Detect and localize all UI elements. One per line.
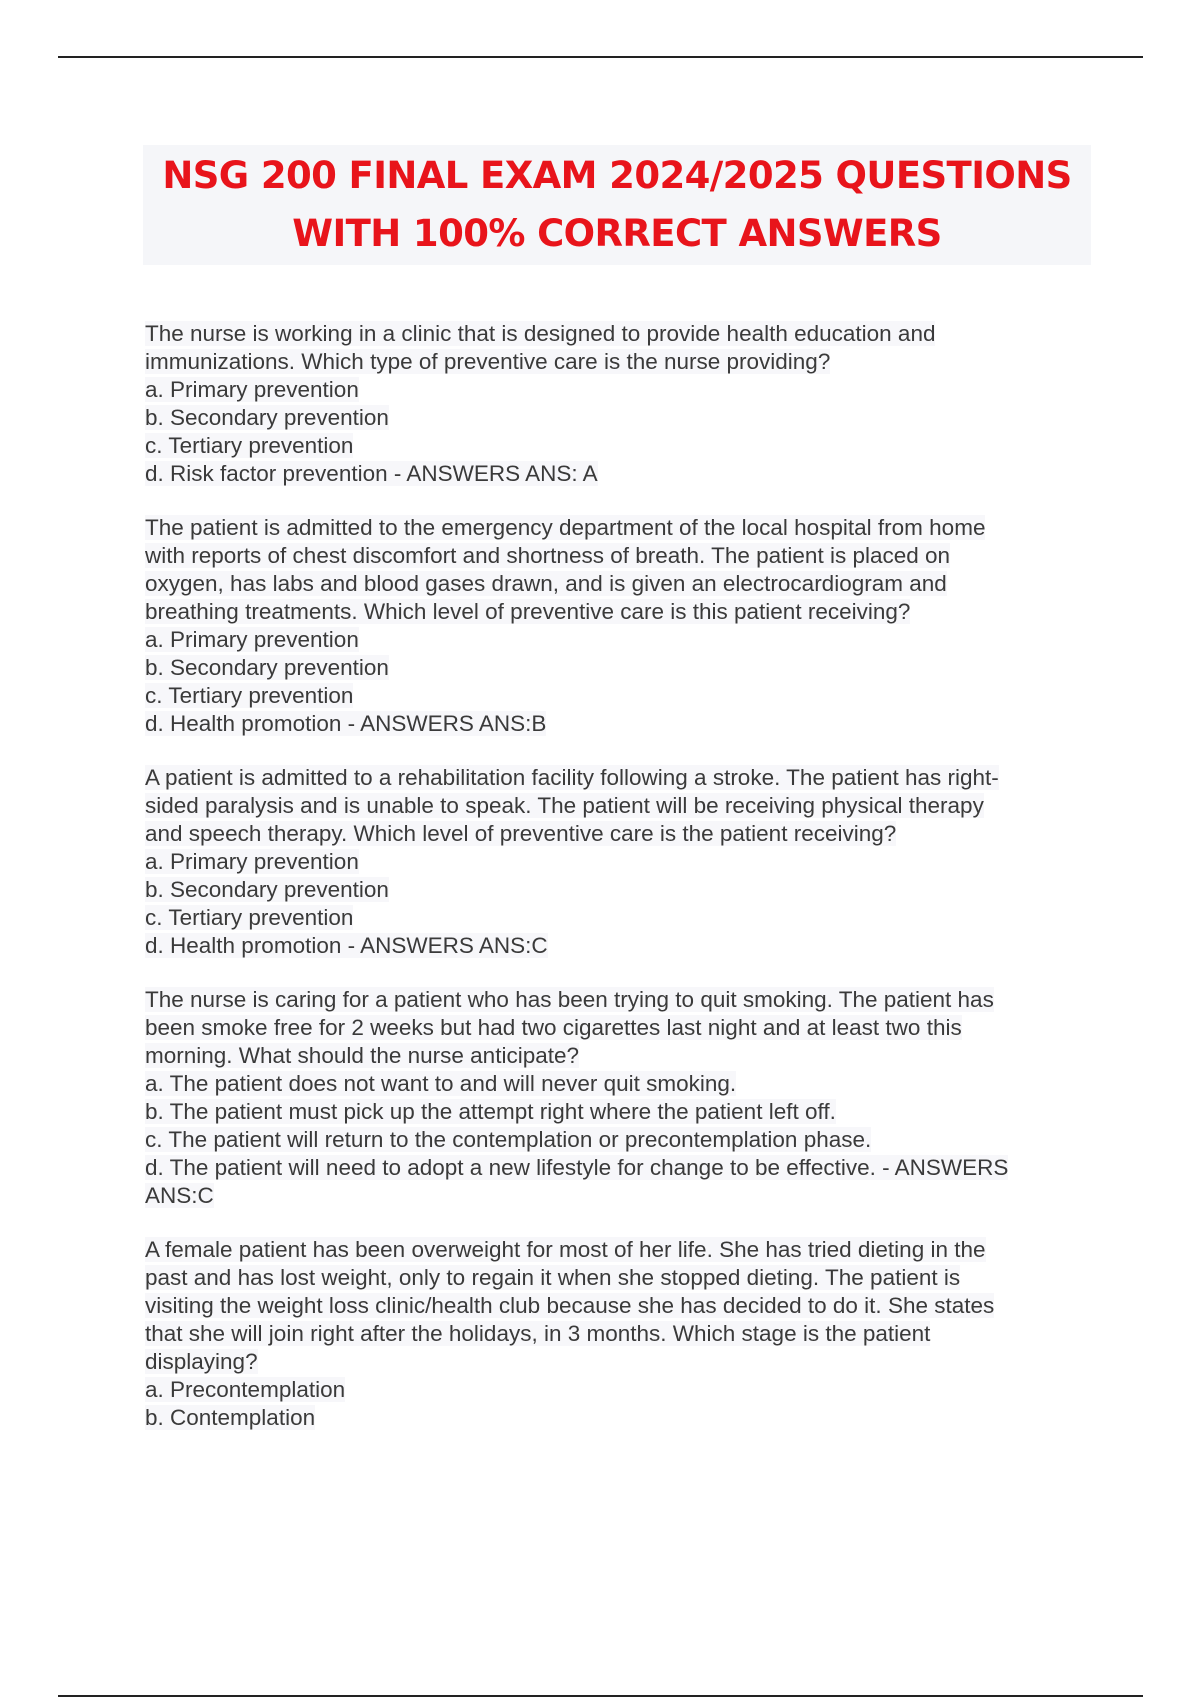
answer-option: c. The patient will return to the contemplation or precontemplation phase.	[145, 1127, 872, 1152]
top-divider	[58, 56, 1143, 58]
question-3	[145, 764, 1085, 960]
title-line-2: WITH 100% CORRECT ANSWERS	[292, 212, 942, 255]
question-4	[145, 986, 1085, 1210]
title-banner	[143, 145, 1091, 265]
bottom-divider	[58, 1695, 1143, 1697]
question-2	[145, 514, 1085, 738]
question-stem-line: A female patient has been overweight for most of her life. She has tried dieting in the	[145, 1237, 986, 1262]
question-stem-line: morning. What should the nurse anticipate?	[145, 1043, 580, 1068]
answer-option: a. Primary prevention	[145, 377, 359, 402]
question-stem-line: with reports of chest discomfort and shortness of breath. The patient is placed on	[145, 543, 951, 568]
answer-option: d. The patient will need to adopt a new lifestyle for change to be effective. - ANSWERS	[145, 1155, 1009, 1180]
question-stem-line: breathing treatments. Which level of preventive care is this patient receiving?	[145, 599, 911, 624]
answer-option: d. Risk factor prevention - ANSWERS ANS: A	[145, 461, 598, 486]
document-body	[145, 320, 1085, 1458]
question-stem-line: displaying?	[145, 1349, 258, 1374]
answer-option: b. Contemplation	[145, 1405, 316, 1430]
answer-option: c. Tertiary prevention	[145, 433, 354, 458]
answer-option: a. Precontemplation	[145, 1377, 346, 1402]
question-stem-line: oxygen, has labs and blood gases drawn, and is given an electrocardiogram and	[145, 571, 947, 596]
question-stem-line: A patient is admitted to a rehabilitation facility following a stroke. The patient has right-	[145, 765, 999, 790]
question-stem-line: past and has lost weight, only to regain it when she stopped dieting. The patient is	[145, 1265, 961, 1290]
answer-option: b. Secondary prevention	[145, 877, 389, 902]
answer-option: d. Health promotion - ANSWERS ANS:B	[145, 711, 547, 736]
question-stem-line: immunizations. Which type of preventive care is the nurse providing?	[145, 349, 831, 374]
question-stem-line: visiting the weight loss clinic/health club because she has decided to do it. She states	[145, 1293, 995, 1318]
answer-option: a. Primary prevention	[145, 627, 359, 652]
title-line-1: NSG 200 FINAL EXAM 2024/2025 QUESTIONS	[162, 154, 1072, 197]
answer-option: b. The patient must pick up the attempt right where the patient left off.	[145, 1099, 836, 1124]
question-stem-line: The nurse is caring for a patient who has been trying to quit smoking. The patient has	[145, 987, 994, 1012]
answer-option: b. Secondary prevention	[145, 655, 389, 680]
answer-option: c. Tertiary prevention	[145, 683, 354, 708]
answer-option: ANS:C	[145, 1183, 214, 1208]
answer-option: a. The patient does not want to and will never quit smoking.	[145, 1071, 737, 1096]
answer-option: c. Tertiary prevention	[145, 905, 354, 930]
answer-option: b. Secondary prevention	[145, 405, 389, 430]
answer-option: d. Health promotion - ANSWERS ANS:C	[145, 933, 548, 958]
question-stem-line: The patient is admitted to the emergency department of the local hospital from home	[145, 515, 986, 540]
question-stem-line: The nurse is working in a clinic that is designed to provide health education and	[145, 321, 936, 346]
question-stem-line: been smoke free for 2 weeks but had two cigarettes last night and at least two this	[145, 1015, 962, 1040]
question-stem-line: that she will join right after the holidays, in 3 months. Which stage is the patient	[145, 1321, 931, 1346]
question-1	[145, 320, 1085, 488]
answer-option: a. Primary prevention	[145, 849, 359, 874]
question-stem-line: and speech therapy. Which level of preventive care is the patient receiving?	[145, 821, 897, 846]
question-stem-line: sided paralysis and is unable to speak. The patient will be receiving physical therapy	[145, 793, 984, 818]
question-5	[145, 1236, 1085, 1432]
